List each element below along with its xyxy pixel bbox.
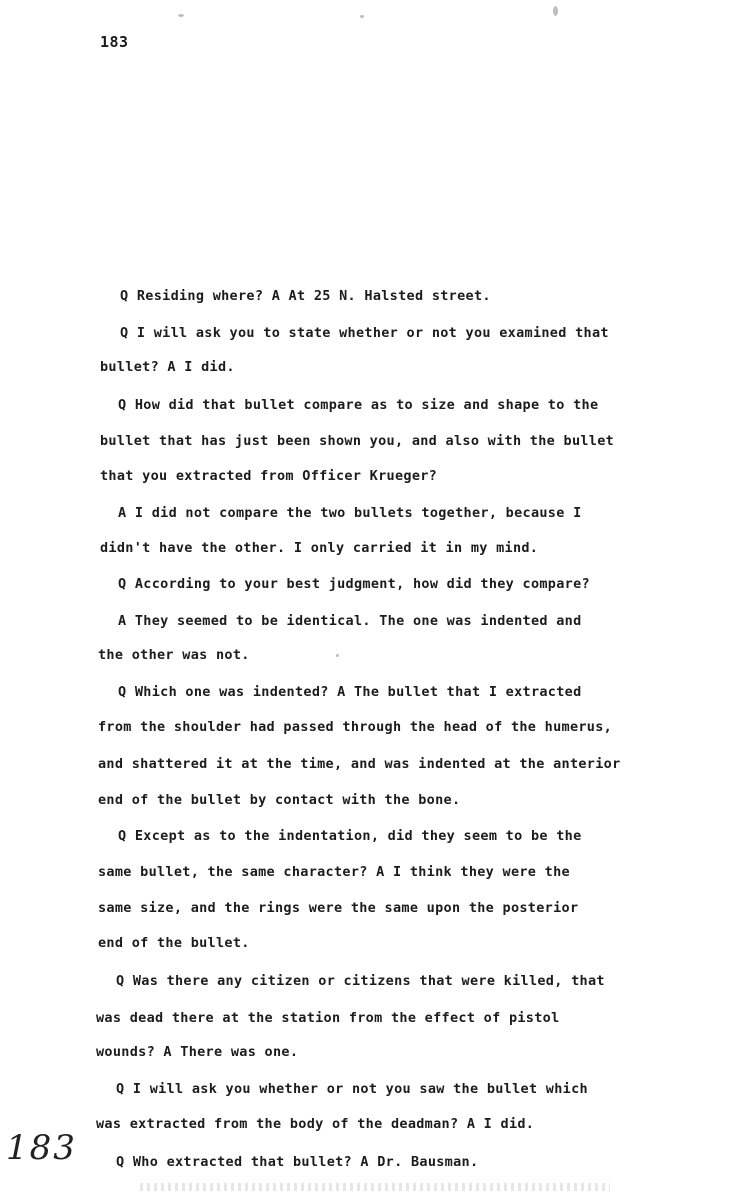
transcript-line: Q Was there any citizen or citizens that were killed, that bbox=[116, 973, 605, 989]
transcript-line: was extracted from the body of the deadman? A I did. bbox=[96, 1116, 535, 1132]
transcript-line: Q Except as to the indentation, did they seem to be the bbox=[118, 828, 582, 844]
transcript-line: bullet that has just been shown you, and also with the bullet bbox=[100, 433, 615, 449]
scan-speck bbox=[553, 6, 558, 16]
transcript-line: Q According to your best judgment, how did they compare? bbox=[118, 576, 590, 592]
transcript-line: end of the bullet. bbox=[98, 935, 250, 951]
handwritten-page-number: 183 bbox=[6, 1128, 77, 1168]
transcript-line: and shattered it at the time, and was indented at the anterior bbox=[98, 756, 621, 772]
transcript-line: same size, and the rings were the same upon the posterior bbox=[98, 900, 579, 916]
transcript-line: Q Which one was indented? A The bullet that I extracted bbox=[118, 684, 582, 700]
scan-speck bbox=[336, 654, 339, 657]
transcript-line: Q Residing where? A At 25 N. Halsted street. bbox=[120, 288, 491, 304]
transcript-line: from the shoulder had passed through the head of the humerus, bbox=[98, 719, 613, 735]
transcript-line: A They seemed to be identical. The one was indented and bbox=[118, 613, 582, 629]
transcript-line: didn't have the other. I only carried it in my mind. bbox=[100, 540, 539, 556]
transcript-line: end of the bullet by contact with the bone. bbox=[98, 792, 461, 808]
scan-smudge bbox=[140, 1183, 610, 1191]
transcript-line: wounds? A There was one. bbox=[96, 1044, 299, 1060]
scan-speck bbox=[360, 15, 364, 18]
page-number: 183 bbox=[100, 33, 129, 51]
transcript-line: Q How did that bullet compare as to size and shape to the bbox=[118, 397, 599, 413]
transcript-line: Q I will ask you whether or not you saw the bullet which bbox=[116, 1081, 588, 1097]
transcript-line: bullet? A I did. bbox=[100, 359, 235, 375]
transcript-line: Q Who extracted that bullet? A Dr. Bausman. bbox=[116, 1154, 479, 1170]
transcript-line: Q I will ask you to state whether or not you examined that bbox=[120, 325, 609, 341]
transcript-line: that you extracted from Officer Krueger? bbox=[100, 468, 438, 484]
scan-speck bbox=[178, 14, 184, 17]
transcript-line: the other was not. bbox=[98, 647, 250, 663]
transcript-line: A I did not compare the two bullets together, because I bbox=[118, 505, 582, 521]
transcript-line: same bullet, the same character? A I think they were the bbox=[98, 864, 570, 880]
transcript-line: was dead there at the station from the effect of pistol bbox=[96, 1010, 560, 1026]
